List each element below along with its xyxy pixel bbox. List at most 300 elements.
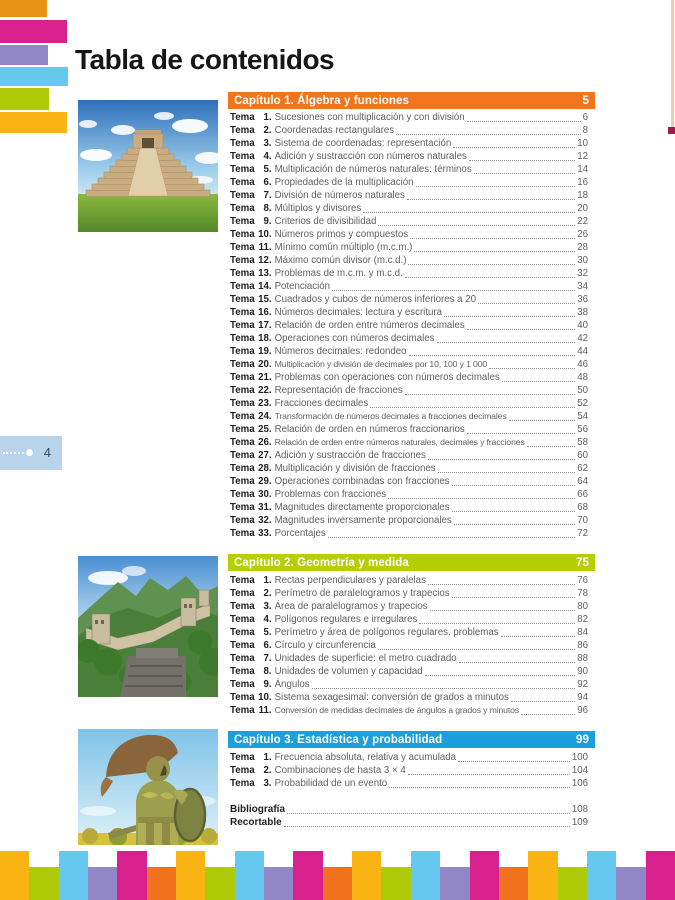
tema-number: 23. [258, 398, 272, 409]
tema-label: Tema [230, 164, 255, 175]
dotted-leader [408, 264, 575, 265]
decor-bar [0, 45, 48, 65]
toc-page-number: 38 [577, 307, 588, 318]
toc-row [230, 803, 588, 816]
dotted-leader [511, 701, 575, 702]
tema-title: Problemas con operaciones con números decimales [274, 372, 500, 383]
toc-row [230, 488, 588, 501]
tema-number: 4. [263, 614, 272, 625]
dotted-leader [414, 251, 575, 252]
toc-row [230, 241, 588, 254]
toc-page-number: 60 [577, 450, 588, 461]
toc-page-number: 20 [577, 203, 588, 214]
dotted-leader [502, 381, 576, 382]
tema-label: Tema [230, 385, 255, 396]
tema-label: Tema [230, 255, 255, 266]
tema-label: Tema [230, 653, 255, 664]
dotted-leader [467, 121, 581, 122]
decor-bar [205, 867, 234, 900]
toc-page-number: 8 [582, 125, 588, 136]
tema-number: 1. [263, 575, 272, 586]
tema-number: 1. [263, 752, 272, 763]
toc-page-number: 36 [577, 294, 588, 305]
dotted-leader [489, 368, 575, 369]
decor-bar [0, 20, 67, 43]
tema-number: 24. [258, 411, 272, 422]
tema-label: Tema [230, 190, 255, 201]
toc-row [230, 678, 588, 691]
decor-bar [117, 851, 146, 900]
dotted-leader [452, 485, 576, 486]
chapter-2-toc-list [230, 574, 588, 717]
tema-label: Tema [230, 528, 255, 539]
page-title: Tabla de contenidos [75, 44, 335, 75]
decor-bar [176, 851, 205, 900]
tema-title: Cuadrados y cubos de números inferiores a 20 [274, 294, 476, 305]
tema-title: Fracciones decimales [274, 398, 369, 409]
tema-label: Tema [230, 229, 255, 240]
toc-page-number: 50 [577, 385, 588, 396]
tema-label: Tema [230, 307, 255, 318]
tema-title: Magnitudes directamente proporcionales [274, 502, 450, 513]
dotted-leader [467, 433, 576, 434]
tema-number: 6. [263, 177, 272, 188]
toc-page-number: 66 [577, 489, 588, 500]
tema-label: Tema [230, 411, 255, 422]
toc-row [230, 639, 588, 652]
toc-page-number: 48 [577, 372, 588, 383]
tema-label: Tema [230, 679, 255, 690]
tema-title: Polígonos regulares e irregulares [274, 614, 418, 625]
chapter-1-toc-list [230, 111, 588, 540]
tema-title: Área de paralelogramos y trapecios [274, 601, 428, 612]
tema-number: 17. [258, 320, 272, 331]
chapter-page-number: 75 [576, 556, 589, 569]
extras-list [230, 803, 588, 829]
chapter-title: Capítulo 1. Álgebra y funciones [234, 94, 409, 107]
toc-row [230, 423, 588, 436]
dotted-leader [287, 813, 570, 814]
toc-row [230, 587, 588, 600]
decor-bar [293, 851, 322, 900]
bottom-color-strip [0, 850, 675, 900]
tema-title: Rectas perpendiculares y paralelas [274, 575, 426, 586]
toc-page-number: 90 [577, 666, 588, 677]
chapter-page-number: 5 [582, 94, 589, 107]
photo-chichen-itza-pyramid [78, 100, 218, 232]
tema-number: 10. [258, 229, 272, 240]
dotted-leader [378, 649, 575, 650]
toc-row [230, 293, 588, 306]
tema-number: 6. [263, 640, 272, 651]
tema-number: 12. [258, 255, 272, 266]
decor-bar [558, 867, 587, 900]
right-edge-line [671, 0, 674, 127]
toc-row [230, 111, 588, 124]
tema-label: Tema [230, 398, 255, 409]
toc-page-number: 62 [577, 463, 588, 474]
tema-number: 20. [258, 359, 272, 370]
toc-page-number: 58 [577, 437, 588, 448]
tema-label: Tema [230, 242, 255, 253]
tema-label: Tema [230, 476, 255, 487]
tema-title: Círculo y circunferencia [274, 640, 376, 651]
tema-title: Multiplicación de números naturales: términos [274, 164, 472, 175]
decor-bar [0, 67, 68, 86]
toc-row [230, 449, 588, 462]
tema-label: Tema [230, 177, 255, 188]
toc-page-number: 106 [571, 778, 588, 789]
decor-bar [147, 867, 176, 900]
tema-label: Tema [230, 346, 255, 357]
tema-title: Perímetro y área de polígonos regulares, problemas [274, 627, 499, 638]
decor-bar [264, 867, 293, 900]
toc-row [230, 501, 588, 514]
tema-title: Multiplicación y división de decimales por 10, 100 y 1 000 [274, 359, 488, 369]
toc-page-number: 22 [577, 216, 588, 227]
tema-number: 15. [258, 294, 272, 305]
tema-number: 2. [263, 765, 272, 776]
dotted-leader [454, 524, 575, 525]
tema-number: 26. [258, 437, 272, 448]
toc-page-number: 92 [577, 679, 588, 690]
toc-page-number: 44 [577, 346, 588, 357]
tab-dot [26, 449, 33, 456]
tema-title: División de números naturales [274, 190, 405, 201]
tema-number: 3. [263, 138, 272, 149]
chapter-3-toc-list [230, 751, 588, 790]
dotted-leader [474, 173, 576, 174]
toc-entry-label: Recortable [230, 817, 282, 828]
tab-dotted-line [3, 452, 24, 454]
tema-title: Conversión de medidas decimales de ángulos a grados y minutos [274, 705, 519, 715]
toc-row [230, 613, 588, 626]
tema-title: Ángulos [274, 679, 310, 690]
decor-bar [352, 851, 381, 900]
tema-label: Tema [230, 692, 255, 703]
tema-label: Tema [230, 588, 255, 599]
toc-page-number: 109 [571, 817, 588, 828]
tema-number: 8. [263, 666, 272, 677]
tema-title: Operaciones combinadas con fracciones [274, 476, 450, 487]
toc-row [230, 345, 588, 358]
tema-number: 31. [258, 502, 272, 513]
tema-label: Tema [230, 463, 255, 474]
dotted-leader [509, 420, 576, 421]
dotted-leader [332, 290, 575, 291]
toc-page-number: 10 [577, 138, 588, 149]
toc-row [230, 816, 588, 829]
decor-bar [381, 867, 410, 900]
tema-title: Unidades de volumen y capacidad [274, 666, 423, 677]
toc-row [230, 150, 588, 163]
tema-label: Tema [230, 294, 255, 305]
chapter-2-header [228, 554, 595, 571]
tema-label: Tema [230, 765, 255, 776]
decor-bar [0, 112, 67, 133]
dotted-leader [389, 787, 570, 788]
tema-title: Sistema de coordenadas: representación [274, 138, 452, 149]
tema-title: Magnitudes inversamente proporcionales [274, 515, 452, 526]
tema-label: Tema [230, 489, 255, 500]
toc-page-number: 52 [577, 398, 588, 409]
dotted-leader [378, 225, 575, 226]
toc-page-number: 32 [577, 268, 588, 279]
toc-page-number: 104 [571, 765, 588, 776]
tema-number: 5. [263, 164, 272, 175]
photo-great-wall [78, 556, 218, 697]
tema-number: 13. [258, 268, 272, 279]
dotted-leader [469, 160, 575, 161]
chapter-title: Capítulo 2. Geometría y medida [234, 556, 409, 569]
toc-row [230, 306, 588, 319]
toc-row [230, 626, 588, 639]
dotted-leader [405, 277, 576, 278]
toc-page-number: 14 [577, 164, 588, 175]
tema-title: Frecuencia absoluta, relativa y acumulada [274, 752, 457, 763]
decor-bar [499, 867, 528, 900]
tema-number: 2. [263, 588, 272, 599]
toc-page-number: 28 [577, 242, 588, 253]
toc-page-number: 86 [577, 640, 588, 651]
toc-row [230, 371, 588, 384]
tema-number: 7. [263, 190, 272, 201]
tema-number: 30. [258, 489, 272, 500]
tema-label: Tema [230, 502, 255, 513]
toc-page-number: 82 [577, 614, 588, 625]
tema-title: Probabilidad de un evento [274, 778, 388, 789]
toc-page-number: 80 [577, 601, 588, 612]
toc-row [230, 691, 588, 704]
tema-label: Tema [230, 333, 255, 344]
dotted-leader [459, 662, 576, 663]
tema-number: 9. [263, 679, 272, 690]
decor-bar [528, 851, 557, 900]
tema-label: Tema [230, 627, 255, 638]
tema-label: Tema [230, 778, 255, 789]
toc-row [230, 514, 588, 527]
tema-label: Tema [230, 216, 255, 227]
tema-title: Números decimales: lectura y escritura [274, 307, 443, 318]
toc-row [230, 652, 588, 665]
toc-page-number: 64 [577, 476, 588, 487]
tema-label: Tema [230, 601, 255, 612]
tema-label: Tema [230, 203, 255, 214]
tema-number: 25. [258, 424, 272, 435]
tema-number: 1. [263, 112, 272, 123]
tema-number: 32. [258, 515, 272, 526]
chapter-3-header [228, 731, 595, 748]
tema-number: 4. [263, 151, 272, 162]
toc-page-number: 100 [571, 752, 588, 763]
toc-page-number: 26 [577, 229, 588, 240]
tema-label: Tema [230, 138, 255, 149]
dotted-leader [527, 446, 576, 447]
tema-title: Representación de fracciones [274, 385, 403, 396]
tema-title: Combinaciones de hasta 3 × 4 [274, 765, 406, 776]
tema-label: Tema [230, 666, 255, 677]
dotted-leader [453, 147, 575, 148]
decor-bar [616, 867, 645, 900]
dotted-leader [478, 303, 575, 304]
tema-label: Tema [230, 640, 255, 651]
dotted-leader [409, 355, 576, 356]
tema-label: Tema [230, 614, 255, 625]
tema-number: 22. [258, 385, 272, 396]
tema-number: 28. [258, 463, 272, 474]
toc-row [230, 163, 588, 176]
toc-row [230, 215, 588, 228]
toc-row [230, 436, 588, 449]
toc-page-number: 68 [577, 502, 588, 513]
decor-bar [470, 851, 499, 900]
dotted-leader [428, 584, 575, 585]
dotted-leader [396, 134, 580, 135]
toc-row [230, 462, 588, 475]
tema-number: 11. [258, 242, 272, 253]
toc-row [230, 475, 588, 488]
dotted-leader [407, 199, 575, 200]
toc-row [230, 397, 588, 410]
dotted-leader [408, 774, 570, 775]
toc-page-number: 70 [577, 515, 588, 526]
decor-bar [29, 867, 58, 900]
tema-number: 8. [263, 203, 272, 214]
tema-number: 27. [258, 450, 272, 461]
tema-label: Tema [230, 151, 255, 162]
decor-bar [646, 851, 675, 900]
tema-title: Múltiplos y divisores [274, 203, 362, 214]
toc-page-number: 6 [582, 112, 588, 123]
toc-page-number: 42 [577, 333, 588, 344]
tema-number: 10. [258, 692, 272, 703]
dotted-leader [452, 511, 576, 512]
toc-row [230, 280, 588, 293]
tema-label: Tema [230, 372, 255, 383]
tema-label: Tema [230, 450, 255, 461]
dotted-leader [410, 238, 575, 239]
tema-title: Operaciones con números decimales [274, 333, 435, 344]
tema-title: Relación de orden entre números decimales [274, 320, 465, 331]
tema-number: 9. [263, 216, 272, 227]
dotted-leader [444, 316, 575, 317]
tema-number: 21. [258, 372, 272, 383]
toc-page-number: 46 [577, 359, 588, 370]
decor-bar [0, 851, 29, 900]
toc-page-number: 40 [577, 320, 588, 331]
tema-number: 5. [263, 627, 272, 638]
dotted-leader [437, 342, 576, 343]
tema-label: Tema [230, 424, 255, 435]
tema-title: Adición y sustracción con números naturales [274, 151, 467, 162]
toc-row [230, 704, 588, 717]
tema-number: 29. [258, 476, 272, 487]
tema-label: Tema [230, 575, 255, 586]
chapter-1-header [228, 92, 595, 109]
tema-number: 7. [263, 653, 272, 664]
toc-row [230, 574, 588, 587]
tema-label: Tema [230, 752, 255, 763]
decor-bar [323, 867, 352, 900]
dotted-leader [419, 623, 575, 624]
dotted-leader [370, 407, 575, 408]
toc-row [230, 764, 588, 777]
toc-page-number: 18 [577, 190, 588, 201]
tema-label: Tema [230, 705, 255, 716]
tema-title: Números decimales: redondeo [274, 346, 407, 357]
decor-bar [59, 851, 88, 900]
tema-number: 2. [263, 125, 272, 136]
tema-number: 3. [263, 778, 272, 789]
dotted-leader [428, 459, 575, 460]
toc-page-number: 30 [577, 255, 588, 266]
dotted-leader [405, 394, 575, 395]
tema-label: Tema [230, 359, 255, 370]
toc-page-number: 72 [577, 528, 588, 539]
toc-row [230, 137, 588, 150]
toc-row [230, 600, 588, 613]
dotted-leader [416, 186, 576, 187]
tema-title: Relación de orden entre números naturales, decimales y fracciones [274, 437, 525, 447]
tema-label: Tema [230, 515, 255, 526]
toc-page-number: 54 [577, 411, 588, 422]
tema-title: Mínimo común múltiplo (m.c.m.) [274, 242, 413, 253]
toc-row [230, 228, 588, 241]
toc-row [230, 189, 588, 202]
decor-bar [411, 851, 440, 900]
tema-title: Multiplicación y división de fracciones [274, 463, 436, 474]
tema-title: Coordenadas rectangulares [274, 125, 395, 136]
toc-row [230, 254, 588, 267]
dotted-leader [284, 826, 570, 827]
tema-title: Unidades de superficie: el metro cuadrado [274, 653, 457, 664]
toc-row [230, 358, 588, 371]
tema-number: 33. [258, 528, 272, 539]
tema-label: Tema [230, 437, 255, 448]
toc-row [230, 332, 588, 345]
tema-title: Porcentajes [274, 528, 326, 539]
tema-title: Propiedades de la multiplicación [274, 177, 414, 188]
tema-label: Tema [230, 112, 255, 123]
tema-title: Máximo común divisor (m.c.d.) [274, 255, 407, 266]
toc-page-number: 78 [577, 588, 588, 599]
tema-title: Transformación de números decimales a fracciones decimales [274, 411, 507, 421]
toc-page-number: 16 [577, 177, 588, 188]
dotted-leader [452, 597, 576, 598]
toc-row [230, 751, 588, 764]
toc-page-number: 96 [577, 705, 588, 716]
toc-row [230, 124, 588, 137]
tema-title: Problemas con fracciones [274, 489, 387, 500]
toc-entry-label: Bibliografía [230, 804, 286, 815]
tema-label: Tema [230, 281, 255, 292]
page-number-tab [0, 436, 62, 470]
toc-row [230, 410, 588, 423]
toc-page-number: 88 [577, 653, 588, 664]
right-edge-line-end [668, 127, 675, 134]
photo-warrior-statue [78, 729, 218, 845]
dotted-leader [388, 498, 575, 499]
toc-page-number: 108 [571, 804, 588, 815]
dotted-leader [467, 329, 576, 330]
toc-page-number: 34 [577, 281, 588, 292]
toc-row [230, 665, 588, 678]
toc-page-number: 94 [577, 692, 588, 703]
tema-number: 14. [258, 281, 272, 292]
dotted-leader [458, 761, 570, 762]
dotted-leader [363, 212, 575, 213]
dotted-leader [425, 675, 576, 676]
